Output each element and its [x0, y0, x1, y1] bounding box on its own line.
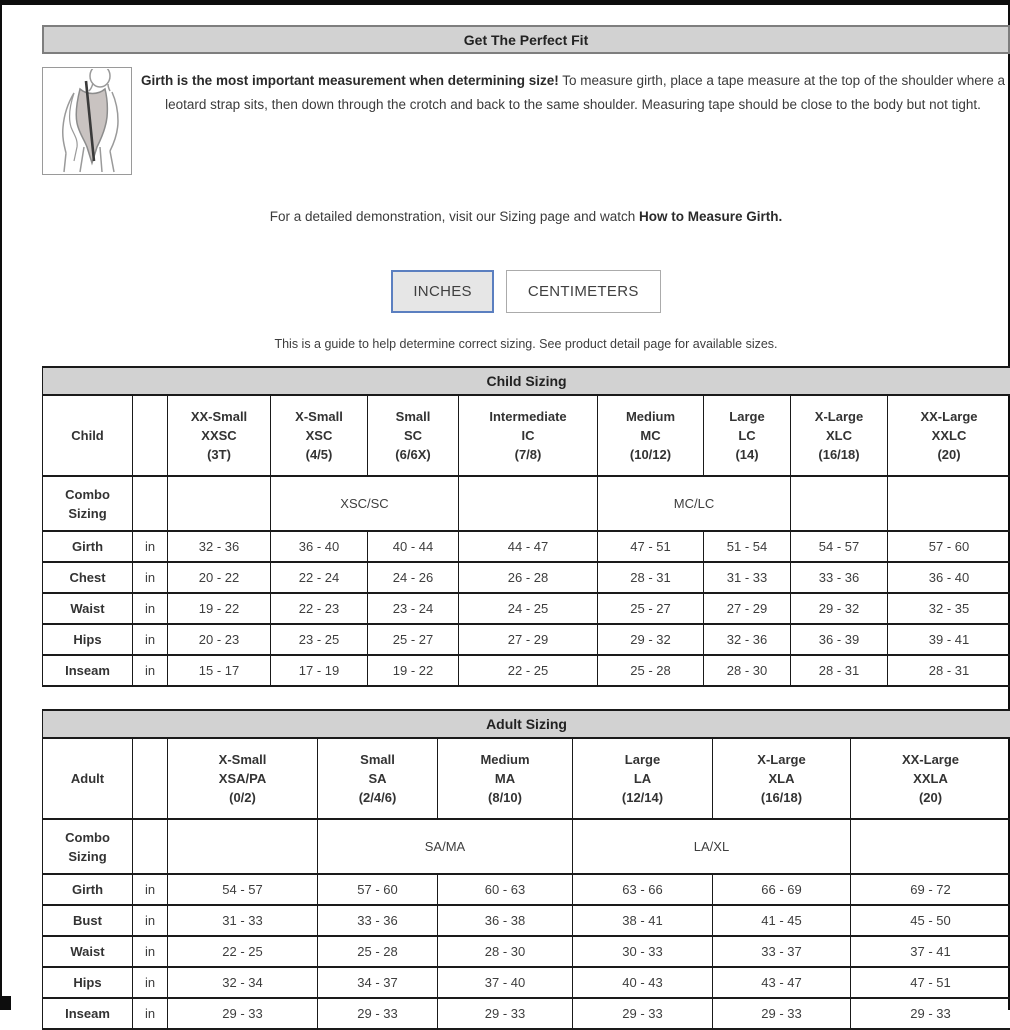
unit-header-cell	[133, 738, 168, 819]
empty-cell	[459, 476, 598, 531]
measurement-row-label: Bust	[43, 905, 133, 936]
size-value-cell: 47 - 51	[851, 967, 1010, 998]
empty-cell	[133, 819, 168, 874]
size-range: (16/18)	[715, 788, 848, 807]
size-value-cell: 36 - 39	[791, 624, 888, 655]
unit-cell: in	[133, 936, 168, 967]
size-code: XSA/PA	[170, 769, 315, 788]
size-code: SC	[370, 426, 456, 445]
unit-cell: in	[133, 905, 168, 936]
table-row	[43, 967, 1010, 998]
size-column-header	[168, 395, 271, 476]
child-table-title: Child Sizing	[43, 367, 1010, 395]
unit-cell: in	[133, 562, 168, 593]
size-range: (10/12)	[600, 445, 701, 464]
leotard-figure-image	[42, 67, 132, 175]
adult-table-title: Adult Sizing	[43, 710, 1010, 738]
size-value-cell: 33 - 36	[318, 905, 438, 936]
unit-cell: in	[133, 874, 168, 905]
size-value-cell: 54 - 57	[168, 874, 318, 905]
size-value-cell: 36 - 38	[438, 905, 573, 936]
size-value-cell: 57 - 60	[888, 531, 1010, 562]
size-value-cell: 28 - 31	[791, 655, 888, 686]
size-value-cell: 28 - 31	[598, 562, 704, 593]
size-name: Medium	[440, 750, 570, 769]
size-value-cell: 40 - 44	[368, 531, 459, 562]
size-code: XSC	[273, 426, 365, 445]
girth-instructions-text	[132, 67, 1010, 175]
child-corner-label: Child	[43, 395, 133, 476]
size-value-cell: 36 - 40	[888, 562, 1010, 593]
size-value-cell: 29 - 33	[318, 998, 438, 1029]
size-value-cell: 28 - 30	[438, 936, 573, 967]
size-value-cell: 25 - 28	[598, 655, 704, 686]
size-range: (14)	[706, 445, 788, 464]
size-value-cell: 25 - 28	[318, 936, 438, 967]
size-name: XX-Large	[890, 407, 1008, 426]
size-code: IC	[461, 426, 595, 445]
size-value-cell: 44 - 47	[459, 531, 598, 562]
combo-span-cell: XSC/SC	[271, 476, 459, 531]
empty-cell	[168, 476, 271, 531]
size-range: (16/18)	[793, 445, 885, 464]
size-name: Large	[706, 407, 788, 426]
unit-cell: in	[133, 655, 168, 686]
adult-corner-label: Adult	[43, 738, 133, 819]
size-value-cell: 32 - 34	[168, 967, 318, 998]
size-name: Large	[575, 750, 710, 769]
size-column-header	[888, 395, 1010, 476]
size-range: (4/5)	[273, 445, 365, 464]
size-column-header	[791, 395, 888, 476]
size-value-cell: 24 - 26	[368, 562, 459, 593]
size-value-cell: 60 - 63	[438, 874, 573, 905]
size-code: SA	[320, 769, 435, 788]
size-column-header	[704, 395, 791, 476]
size-column-header	[851, 738, 1010, 819]
centimeters-button[interactable]: CENTIMETERS	[506, 270, 661, 313]
size-value-cell: 34 - 37	[318, 967, 438, 998]
size-column-header	[368, 395, 459, 476]
size-range: (12/14)	[575, 788, 710, 807]
table-row	[43, 905, 1010, 936]
size-range: (7/8)	[461, 445, 595, 464]
table-row	[43, 936, 1010, 967]
size-value-cell: 22 - 23	[271, 593, 368, 624]
size-code: XLC	[793, 426, 885, 445]
sizing-guide-page	[42, 25, 1010, 1030]
size-value-cell: 19 - 22	[368, 655, 459, 686]
size-value-cell: 17 - 19	[271, 655, 368, 686]
size-name: XX-Small	[170, 407, 268, 426]
size-value-cell: 29 - 33	[573, 998, 713, 1029]
page-title: Get The Perfect Fit	[42, 25, 1010, 54]
size-name: Intermediate	[461, 407, 595, 426]
size-value-cell: 27 - 29	[459, 624, 598, 655]
size-value-cell: 32 - 36	[168, 531, 271, 562]
size-name: Medium	[600, 407, 701, 426]
table-row	[43, 593, 1010, 624]
size-column-header	[459, 395, 598, 476]
size-range: (6/6X)	[370, 445, 456, 464]
unit-cell: in	[133, 593, 168, 624]
combo-sizing-label: Combo Sizing	[43, 819, 133, 874]
size-value-cell: 27 - 29	[704, 593, 791, 624]
measurement-row-label: Girth	[43, 531, 133, 562]
empty-cell	[851, 819, 1010, 874]
size-code: XXLC	[890, 426, 1008, 445]
size-value-cell: 33 - 36	[791, 562, 888, 593]
size-value-cell: 28 - 30	[704, 655, 791, 686]
size-name: XX-Large	[853, 750, 1008, 769]
size-value-cell: 15 - 17	[168, 655, 271, 686]
size-value-cell: 22 - 25	[168, 936, 318, 967]
size-value-cell: 30 - 33	[573, 936, 713, 967]
sizing-guide-note: This is a guide to help determine correct sizing. See product detail page for available sizes.	[42, 337, 1010, 351]
size-column-header	[598, 395, 704, 476]
inches-button[interactable]: INCHES	[391, 270, 493, 313]
size-value-cell: 32 - 36	[704, 624, 791, 655]
size-value-cell: 24 - 25	[459, 593, 598, 624]
girth-measurement-illustration	[44, 69, 130, 173]
size-value-cell: 38 - 41	[573, 905, 713, 936]
size-value-cell: 22 - 25	[459, 655, 598, 686]
empty-cell	[791, 476, 888, 531]
size-code: XXSC	[170, 426, 268, 445]
combo-span-cell: MC/LC	[598, 476, 791, 531]
size-value-cell: 54 - 57	[791, 531, 888, 562]
size-name: Small	[320, 750, 435, 769]
size-value-cell: 26 - 28	[459, 562, 598, 593]
table-row	[43, 998, 1010, 1029]
size-value-cell: 20 - 23	[168, 624, 271, 655]
size-range: (0/2)	[170, 788, 315, 807]
size-value-cell: 43 - 47	[713, 967, 851, 998]
size-value-cell: 20 - 22	[168, 562, 271, 593]
unit-cell: in	[133, 998, 168, 1029]
size-value-cell: 31 - 33	[704, 562, 791, 593]
size-value-cell: 28 - 31	[888, 655, 1010, 686]
size-value-cell: 51 - 54	[704, 531, 791, 562]
size-column-header	[713, 738, 851, 819]
combo-span-cell: LA/XL	[573, 819, 851, 874]
size-range: (20)	[890, 445, 1008, 464]
demo-bold-text: How to Measure Girth.	[639, 209, 782, 224]
empty-cell	[168, 819, 318, 874]
size-value-cell: 25 - 27	[598, 593, 704, 624]
size-value-cell: 23 - 24	[368, 593, 459, 624]
size-value-cell: 37 - 41	[851, 936, 1010, 967]
size-value-cell: 32 - 35	[888, 593, 1010, 624]
size-value-cell: 45 - 50	[851, 905, 1010, 936]
demo-link-line	[42, 209, 1010, 224]
size-code: XLA	[715, 769, 848, 788]
size-value-cell: 57 - 60	[318, 874, 438, 905]
size-code: MC	[600, 426, 701, 445]
size-value-cell: 23 - 25	[271, 624, 368, 655]
combo-sizing-label: Combo Sizing	[43, 476, 133, 531]
size-value-cell: 29 - 33	[438, 998, 573, 1029]
measurement-row-label: Waist	[43, 593, 133, 624]
empty-cell	[133, 476, 168, 531]
child-sizing-table	[42, 366, 1010, 687]
size-value-cell: 22 - 24	[271, 562, 368, 593]
size-name: Small	[370, 407, 456, 426]
window-left-border	[0, 0, 2, 1010]
size-range: (8/10)	[440, 788, 570, 807]
measurement-row-label: Chest	[43, 562, 133, 593]
size-value-cell: 69 - 72	[851, 874, 1010, 905]
window-top-border	[0, 0, 1010, 5]
table-row	[43, 624, 1010, 655]
unit-cell: in	[133, 967, 168, 998]
measurement-row-label: Girth	[43, 874, 133, 905]
size-value-cell: 40 - 43	[573, 967, 713, 998]
size-range: (3T)	[170, 445, 268, 464]
measurement-row-label: Waist	[43, 936, 133, 967]
empty-cell	[888, 476, 1010, 531]
size-range: (20)	[853, 788, 1008, 807]
size-value-cell: 41 - 45	[713, 905, 851, 936]
size-code: LC	[706, 426, 788, 445]
size-column-header	[438, 738, 573, 819]
size-value-cell: 37 - 40	[438, 967, 573, 998]
size-value-cell: 39 - 41	[888, 624, 1010, 655]
size-value-cell: 29 - 33	[168, 998, 318, 1029]
unit-cell: in	[133, 624, 168, 655]
size-name: X-Large	[715, 750, 848, 769]
size-value-cell: 29 - 32	[598, 624, 704, 655]
table-row	[43, 531, 1010, 562]
size-name: X-Small	[273, 407, 365, 426]
size-code: MA	[440, 769, 570, 788]
size-value-cell: 33 - 37	[713, 936, 851, 967]
size-value-cell: 19 - 22	[168, 593, 271, 624]
table-row	[43, 562, 1010, 593]
unit-cell: in	[133, 531, 168, 562]
measurement-row-label: Inseam	[43, 655, 133, 686]
size-column-header	[168, 738, 318, 819]
size-column-header	[271, 395, 368, 476]
size-value-cell: 29 - 33	[851, 998, 1010, 1029]
size-code: LA	[575, 769, 710, 788]
size-column-header	[318, 738, 438, 819]
table-row	[43, 655, 1010, 686]
size-column-header	[573, 738, 713, 819]
demo-text: For a detailed demonstration, visit our Sizing page and watch	[270, 209, 639, 224]
measurement-row-label: Inseam	[43, 998, 133, 1029]
size-name: X-Small	[170, 750, 315, 769]
size-value-cell: 36 - 40	[271, 531, 368, 562]
size-value-cell: 25 - 27	[368, 624, 459, 655]
size-value-cell: 63 - 66	[573, 874, 713, 905]
size-value-cell: 66 - 69	[713, 874, 851, 905]
size-name: X-Large	[793, 407, 885, 426]
combo-span-cell: SA/MA	[318, 819, 573, 874]
window-corner-notch	[2, 996, 11, 1010]
size-code: XXLA	[853, 769, 1008, 788]
girth-instructions-rest: To measure girth, place a tape measure at the top of the shoulder where a leotard strap sits, then down through the crotch and back to the same shoulder. Measuring tape should be close to the body but not tight.	[165, 73, 1005, 112]
size-range: (2/4/6)	[320, 788, 435, 807]
size-value-cell: 31 - 33	[168, 905, 318, 936]
table-row	[43, 874, 1010, 905]
unit-toggle	[42, 270, 1010, 313]
measurement-row-label: Hips	[43, 624, 133, 655]
size-value-cell: 47 - 51	[598, 531, 704, 562]
measurement-row-label: Hips	[43, 967, 133, 998]
girth-instructions-bold: Girth is the most important measurement when determining size!	[141, 73, 559, 88]
size-value-cell: 29 - 33	[713, 998, 851, 1029]
unit-header-cell	[133, 395, 168, 476]
size-value-cell: 29 - 32	[791, 593, 888, 624]
adult-sizing-table	[42, 709, 1010, 1030]
intro-section	[42, 67, 1010, 175]
